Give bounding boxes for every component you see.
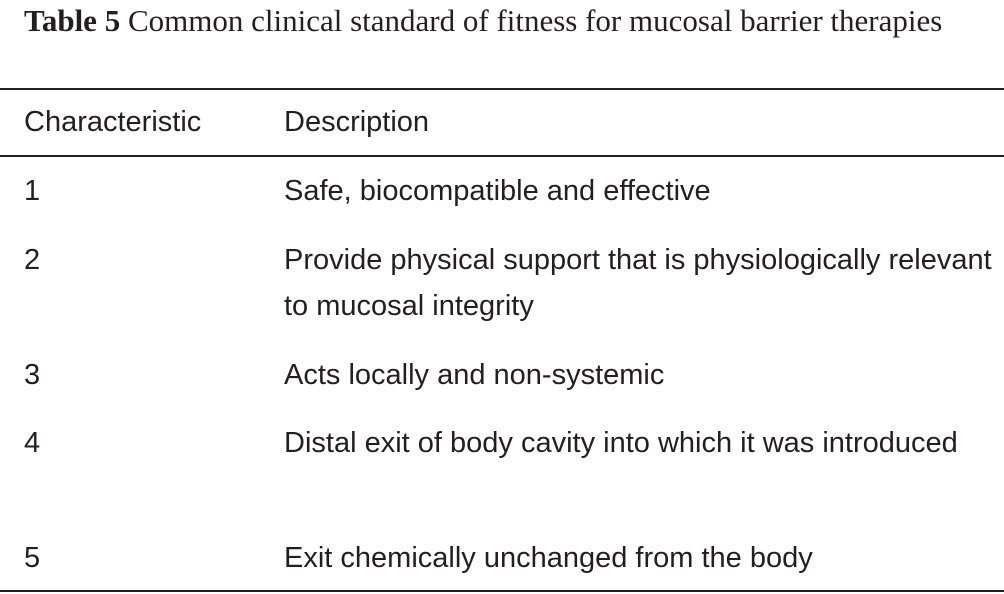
table-row-3-description: Acts locally and non-systemic	[284, 359, 665, 391]
table-caption-text: Common clinical standard of fitness for mucosal barrier therapies	[127, 3, 943, 38]
table-caption	[24, 0, 984, 42]
table-row-4-description: Distal exit of body cavity into which it was introduced	[284, 427, 958, 459]
table-row-2-characteristic: 2	[24, 244, 41, 276]
header-characteristic: Characteristic	[24, 106, 202, 138]
table-row-2-description: Provide physical support that is physiologically relevant to mucosal integrity	[284, 244, 992, 322]
table-row-1-description: Safe, biocompatible and effective	[284, 175, 711, 207]
table-row-5-characteristic: 5	[24, 542, 41, 574]
table-row-4-characteristic: 4	[24, 427, 41, 459]
table-top-rule	[0, 88, 1004, 90]
table-header-rule	[0, 155, 1004, 157]
header-description: Description	[284, 106, 430, 138]
table-caption-label: Table 5	[24, 3, 121, 38]
table-row-5-description: Exit chemically unchanged from the body	[284, 542, 813, 574]
table-row-3-characteristic: 3	[24, 359, 41, 391]
table-row-1-characteristic: 1	[24, 175, 41, 207]
table-bottom-rule	[0, 590, 1004, 592]
